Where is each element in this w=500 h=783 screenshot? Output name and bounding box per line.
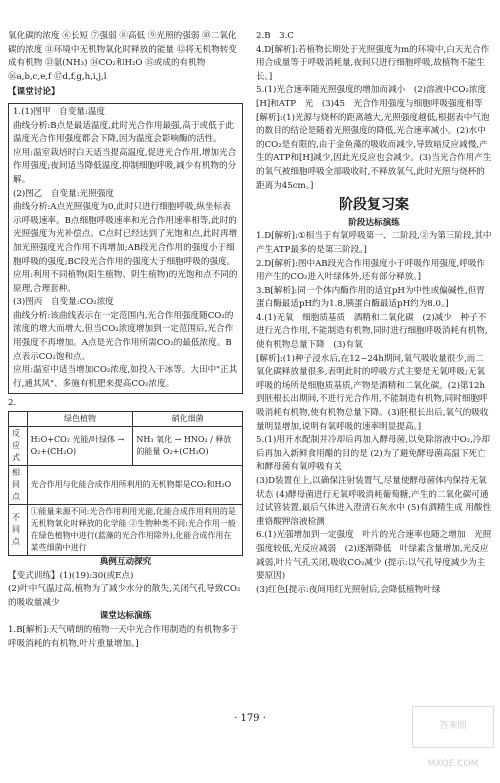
para: (2)图乙 自变量:光照强度 bbox=[13, 188, 115, 199]
para: 5.(1)用开水配制并冷却后再加入酵母菌,以免除溶液中O₂,冷却后再加入新鲜食用醋的目的是 (2)为了避免酵母菌高温下死亡和酵母菌有氧呼吸有关 bbox=[256, 435, 490, 473]
para: 2. bbox=[8, 398, 17, 409]
para: 4.(1)无氧 细胞质基质 酒精和二氧化碳 (2)减少 种子不进行光合作用,不能制造有机物,同时进行细胞呼吸消耗有机物,使有机物总量下降 (3)有氧 bbox=[256, 312, 488, 351]
para: 1.(1)图甲 自变量:温度 bbox=[13, 106, 106, 117]
para: 应用:温室中适当增加CO₂浓度,如投入干冰等。大田中"正其行,通其风"、多施有机肥来提高CO₂浓度。 bbox=[13, 365, 238, 389]
para: 4.D[解析]:若植物长期处于光照强度为m的环境中,白天光合作用合成量等于呼吸消耗量,夜间只进行细胞呼吸,故植物不能生长。] bbox=[256, 44, 490, 82]
para: 2.B 3.C bbox=[256, 31, 294, 41]
para: 1.D[解析]:①相当于有氧呼吸第一、二阶段,②为第三阶段,其中产生ATP最多的是第三阶段。] bbox=[256, 231, 492, 255]
comparison-table bbox=[8, 411, 243, 556]
discussion-box bbox=[8, 103, 243, 394]
para: (2)叶中气温过高,植物为了减少水分的散失,关闭气孔导致CO₂的吸收量减少 bbox=[8, 584, 241, 608]
para: 【变式训练】(1)(19):30(或E点) bbox=[8, 570, 134, 581]
para: 6.(1)光强增加到一定强度 叶片的光合速率也随之增加 光照强度较低,光反应减弱 (2)逐渐降低 叶绿素含量增加,光反应减弱,叶片气孔关闭,吸收CO₂减少 (提示:以气孔导度减少为主要原因) bbox=[256, 530, 492, 582]
para: (3)D装置在上,以确保注射装置气,尽量使酵母菌体内保持无氧状态 (4)酵母菌进行无氧呼吸消耗葡萄糖,产生的二氧化碳可通过试管装置,最后气体进入澄清石灰水中 (5)有酒精生成 用酸性重铬酸钾溶液检测 bbox=[256, 476, 492, 527]
para: 5.(1)光合速率随光照强度的增加而减小 (2)溶液中CO₂浓度 [H]和ATP 光 (3)45 光合作用强度与细胞呼吸强度相等 bbox=[256, 85, 495, 109]
para: 应用:温室栽培时白天适当提高温度,促进光合作用,增加光合作用强度;夜间适当降低温度,抑制细胞呼吸,减少有机物的分解。 bbox=[13, 147, 237, 185]
para: (3)红色[提示:夜间用红光照射后,会降低植物叶绿 bbox=[256, 584, 441, 595]
header-nitrifying: 硝化细菌 bbox=[133, 412, 243, 427]
para: 曲线分析:B点是最适温度,此时光合作用最强,高于或低于此温度光合作用强度都会下降,因为温度会影响酶的活性。 bbox=[13, 120, 234, 145]
para: 曲线分析:A点光照强度为0,此时只进行细胞呼吸,纵坐标表示呼吸速率。B点细胞呼吸速率和光合作用速率相等,此时的光照强度为光补偿点。C点时已经达到了光饱和点,此时再增加光照强度光合作用不再增加;AB段光合作用的强度小于细胞呼吸的强度;BC段光合作用的强度大于细胞呼吸的强度。 bbox=[13, 202, 238, 267]
para: [解析]:(1)光源与烧杯的距离越大,光照强度越低,根据表中气泡的数目的结论是随着光照强度的降低,光合速率减小。(2)水中的CO₂是有限的,由于金鱼藻的吸收而减少,导致暗反应减慢,产生的ATP和[H]减少,因此光反应也会减少。(3)当光合作用产生的氧气被细胞呼吸全部吸收时,不释放氧气,此时光照与烧杯的距离为45cm。] bbox=[256, 112, 492, 191]
table-cell: ①能量来源不同:光合作用利用光能,化能合成作用利用的是无机物氧化时释放的化学能 ②生物种类不同:光合作用一般在绿色植物中进行(蓝藻的光合作用除外),化能合成作用在某些细菌中进行 bbox=[27, 505, 242, 556]
right-column bbox=[256, 30, 495, 597]
left-column bbox=[8, 30, 243, 651]
intro-text: 氧化碳的浓度 ⑥长短 ⑦强弱 ⑧高低 ⑨光照的强弱 ⑩二氧化碳的浓度 ⑪环境中无机物氧化时释放的能量 ⑫将无机物转变成有机物 ⑬氨(NH₃) ⑭CO₂和H₂O ⑮或成的有机物 ⑯a,b,c,e,f ⑰d,f,g,h,i,j,l bbox=[8, 31, 237, 82]
para: 2.D[解析]:图中AB段光合作用强度小于呼吸作用强度,呼吸作用产生的CO₂进入叶绿体外,还有部分释放。] bbox=[256, 258, 486, 283]
watermark-logo: 答案圈 MXQE.COM bbox=[412, 706, 494, 748]
row-label: 反应式 bbox=[9, 427, 28, 466]
row-label: 不同点 bbox=[9, 505, 28, 556]
para: 应用:利用不同植物(阳生植物、阴生植物)的光饱和点不同的原理,合理套种。 bbox=[13, 270, 238, 294]
table-cell: H₂O+CO₂ 光能/叶绿体 → O₂+(CH₂O) bbox=[27, 427, 133, 466]
section-drill: 课堂达标演练 bbox=[99, 611, 152, 622]
row-label: 相同点 bbox=[9, 466, 28, 505]
table-cell: 光合作用与化能合成作用所利用的无机物都是CO₂和H₂O bbox=[27, 466, 242, 505]
para: 曲线分析:该曲线表示在一定范围内,光合作用强度随CO₂的浓度的增大而增大,但当CO₂浓度增加到一定范围后,光合作用强度不再增加。A点是光合作用所需CO₂的最低浓度。B点表示CO₂饱和点。 bbox=[13, 310, 234, 362]
table-cell: NH₃ 氧化 → HNO₂ / 释放的能量 O₂+(CH₂O) bbox=[133, 427, 243, 466]
para: (3)图丙 自变量:CO₂浓度 bbox=[13, 297, 114, 308]
para: 3.B[解析]:同一个体内酶作用的适宜pH为中性或偏碱性,但胃蛋白酶最适pH约为1.8,胰蛋白酶最适pH约为8.0。] bbox=[256, 285, 485, 310]
stage-review-title: 阶段复习案 bbox=[339, 197, 409, 214]
section-class-discussion: 【课堂讨论】 bbox=[8, 87, 60, 98]
para: 1.B[解析]:天气晴朗的植物一天中光合作用制造的有机物多于呼吸消耗的有机物,叶片重量增加。] bbox=[8, 625, 239, 649]
section-stage-drill: 阶段达标演练 bbox=[348, 217, 400, 228]
para: [解析]:(1)种子浸水后,在12~24h期间,氧气吸收量很少,而二氧化碳释放量很多,表明此时的呼吸方式主要是无氧呼吸;无氧呼吸的场所是细胞质基质,产物是酒精和二氧化碳。(2)第12h到胚根长出期间,不进行光合作用,不能制造有机物,同时细胞呼吸消耗有机物,使有机物总量下降。(3)胚根长出后,氧气的吸收量明显增加,说明有氧呼吸的速率明显提高。] bbox=[256, 353, 489, 432]
section-typical: 典例互动探究 bbox=[99, 557, 152, 568]
page-number: · 179 · bbox=[234, 713, 266, 724]
header-green-plant: 绿色植物 bbox=[27, 412, 133, 427]
